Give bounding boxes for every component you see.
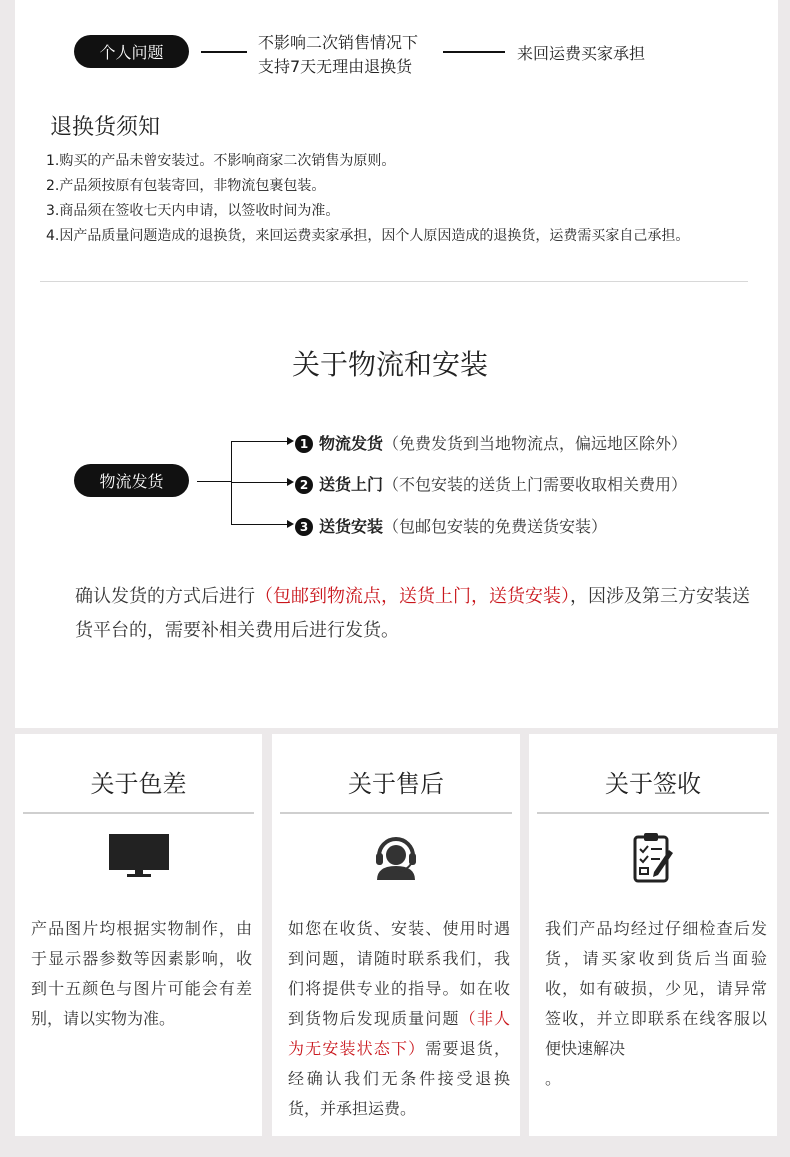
card-rule: [280, 812, 512, 814]
branch-line-1: [231, 441, 291, 442]
personal-issue-badge: 个人问题: [74, 35, 189, 68]
card-title: 关于签收: [605, 770, 701, 798]
sign-text-end: 。: [545, 1069, 562, 1088]
return-condition-line2: 支持7天无理由退换货: [258, 57, 413, 76]
return-notice-title: 退换货须知: [50, 115, 161, 140]
logistics-section-title: 关于物流和安装: [292, 348, 489, 381]
section-divider: [40, 281, 748, 282]
connector-line-right: [443, 51, 505, 53]
headset-icon: [371, 832, 421, 886]
notice-item-1: 1.购买的产品未曾安装过。不影响商家二次销售为原则。: [46, 153, 396, 169]
card-text: [288, 914, 510, 1124]
card-rule: [537, 812, 769, 814]
card-text: [545, 914, 767, 1094]
option-desc: （包邮包安装的免费送货安装）: [383, 517, 608, 536]
branch-arrow-2: [287, 478, 294, 486]
return-condition-line1: 不影响二次销售情况下: [258, 33, 419, 52]
notice-item-2: 2.产品须按原有包装寄回，非物流包裹包装。: [46, 178, 326, 194]
branch-arrow-3: [287, 520, 294, 528]
after-sale-text-after: 需要退货，经确认我们无条件接受退换货，并承担运费。: [288, 1039, 510, 1118]
branch-stem: [197, 481, 231, 482]
card-title: 关于色差: [90, 770, 187, 798]
number-3-icon: 3: [295, 518, 313, 536]
return-shipping-result: 来回运费买家承担: [517, 44, 646, 63]
sign-card: [529, 734, 777, 1136]
card-text: 产品图片均根据实物制作，由于显示器参数等因素影响，收到十五颜色与图片可能会有差别，请以实物为准。: [31, 919, 252, 1028]
option-logistics: [295, 431, 687, 454]
logistics-badge: 物流发货: [74, 464, 189, 497]
option-desc: （不包安装的送货上门需要收取相关费用）: [383, 475, 688, 494]
top-panel: [15, 0, 778, 728]
connector-line-left: [201, 51, 247, 53]
confirm-after: ，因涉及第三方安装送货平台的，需要补相关费用后进行发货。: [75, 586, 750, 641]
notice-item-3: 3.商品须在签收七天内申请，以签收时间为准。: [46, 203, 340, 219]
color-difference-card: [15, 734, 262, 1136]
confirm-before: 确认发货的方式后进行: [75, 586, 255, 607]
card-title: 关于售后: [348, 770, 444, 798]
after-sale-card: [272, 734, 520, 1136]
option-delivery-install: [295, 514, 607, 537]
card-rule: [23, 812, 254, 814]
number-1-icon: 1: [295, 435, 313, 453]
option-name: 物流发货: [319, 434, 384, 453]
sign-text-main: 我们产品均经过仔细检查后发货，请买家收到货后当面验收，如有破损，少见，请异常签收，并立即联系在线客服以便快速解决: [545, 919, 767, 1058]
branch-line-2: [231, 482, 291, 483]
after-sale-text-highlight: （非人为无安装状态下）: [288, 1009, 510, 1058]
option-name: 送货安装: [319, 517, 384, 536]
monitor-icon: [107, 832, 171, 882]
option-door-delivery: [295, 472, 687, 495]
clipboard-checklist-icon: [632, 832, 674, 888]
confirm-highlight: （包邮到物流点，送货上门，送货安装）: [255, 586, 570, 607]
branch-arrow-1: [287, 437, 294, 445]
notice-item-4: 4.因产品质量问题造成的退换货，来回运费卖家承担，因个人原因造成的退换货，运费需买家自己承担。: [46, 228, 690, 244]
number-2-icon: 2: [295, 476, 313, 494]
option-name: 送货上门: [319, 475, 384, 494]
after-sale-text-before: 如您在收货、安装、使用时遇到问题，请随时联系我们，我们将提供专业的指导。如在收到货物后发现质量问题: [288, 919, 510, 1028]
shipping-confirm-text: [75, 580, 755, 648]
branch-line-3: [231, 524, 291, 525]
option-desc: （免费发货到当地物流点，偏远地区除外）: [383, 434, 688, 453]
